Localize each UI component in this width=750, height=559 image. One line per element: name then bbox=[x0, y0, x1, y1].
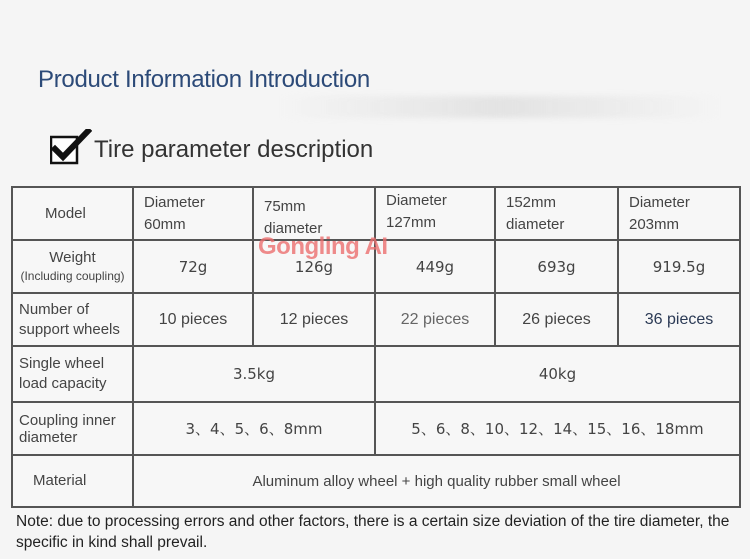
table-row-material bbox=[12, 455, 740, 507]
support-wheels-value-3: 22 pieces bbox=[375, 293, 495, 346]
support-wheels-value-4: 26 pieces bbox=[495, 293, 618, 346]
weight-value-3: 449g bbox=[375, 240, 495, 293]
weight-sublabel-text: (Including coupling) bbox=[20, 268, 125, 283]
header-col-3 bbox=[375, 187, 495, 240]
weight-value-1: 72g bbox=[133, 240, 253, 293]
title-shadow-decoration bbox=[280, 96, 720, 118]
watermark-text: Gongling AI bbox=[258, 233, 388, 260]
coupling-label-text: Coupling inner diameter bbox=[19, 411, 116, 446]
header-col-4-text: 152mm diameter bbox=[506, 193, 565, 233]
row-label-weight bbox=[12, 240, 133, 293]
section-heading bbox=[50, 134, 373, 164]
weight-value-2: 126g bbox=[253, 240, 375, 293]
row-label-material: Material bbox=[12, 455, 133, 507]
weight-value-5: 919.5g bbox=[618, 240, 740, 293]
table-row-load-capacity bbox=[12, 346, 740, 402]
support-wheels-label-text: Number of support wheels bbox=[19, 300, 120, 338]
checkbox-check-icon bbox=[50, 135, 78, 163]
table-row-coupling bbox=[12, 402, 740, 455]
header-col-2-text: 75mm diameter bbox=[264, 197, 323, 237]
load-capacity-label-text: Single wheel load capacity bbox=[19, 355, 107, 392]
support-wheels-value-2: 12 pieces bbox=[253, 293, 375, 346]
table-row-support-wheels bbox=[12, 293, 740, 346]
page-title: Product Information Introduction bbox=[38, 66, 370, 93]
header-col-1 bbox=[133, 187, 253, 240]
header-col-3-text: Diameter 127mm bbox=[386, 191, 447, 231]
section-title: Tire parameter description bbox=[94, 136, 374, 163]
weight-label-text: Weight bbox=[49, 248, 96, 266]
material-value: Aluminum alloy wheel + high quality rubber small wheel bbox=[133, 455, 740, 507]
weight-value-4: 693g bbox=[495, 240, 618, 293]
header-col-4 bbox=[495, 187, 618, 240]
row-label-support-wheels bbox=[12, 293, 133, 346]
support-wheels-value-5: 36 pieces bbox=[618, 293, 740, 346]
header-col-5-text: Diameter 203mm bbox=[629, 193, 690, 233]
header-model: Model bbox=[12, 187, 133, 240]
load-capacity-large: 40kg bbox=[375, 346, 740, 402]
footnote: Note: due to processing errors and other factors, there is a certain size deviation of the tire diameter, the specific in kind shall prevail. bbox=[16, 513, 730, 551]
row-label-load-capacity bbox=[12, 346, 133, 402]
coupling-small: 3、4、5、6、8mm bbox=[133, 402, 375, 455]
support-wheels-value-1: 10 pieces bbox=[133, 293, 253, 346]
header-col-1-text: Diameter 60mm bbox=[144, 193, 205, 233]
load-capacity-small: 3.5kg bbox=[133, 346, 375, 402]
coupling-large: 5、6、8、10、12、14、15、16、18mm bbox=[375, 402, 740, 455]
header-col-5 bbox=[618, 187, 740, 240]
row-label-coupling bbox=[12, 402, 133, 455]
